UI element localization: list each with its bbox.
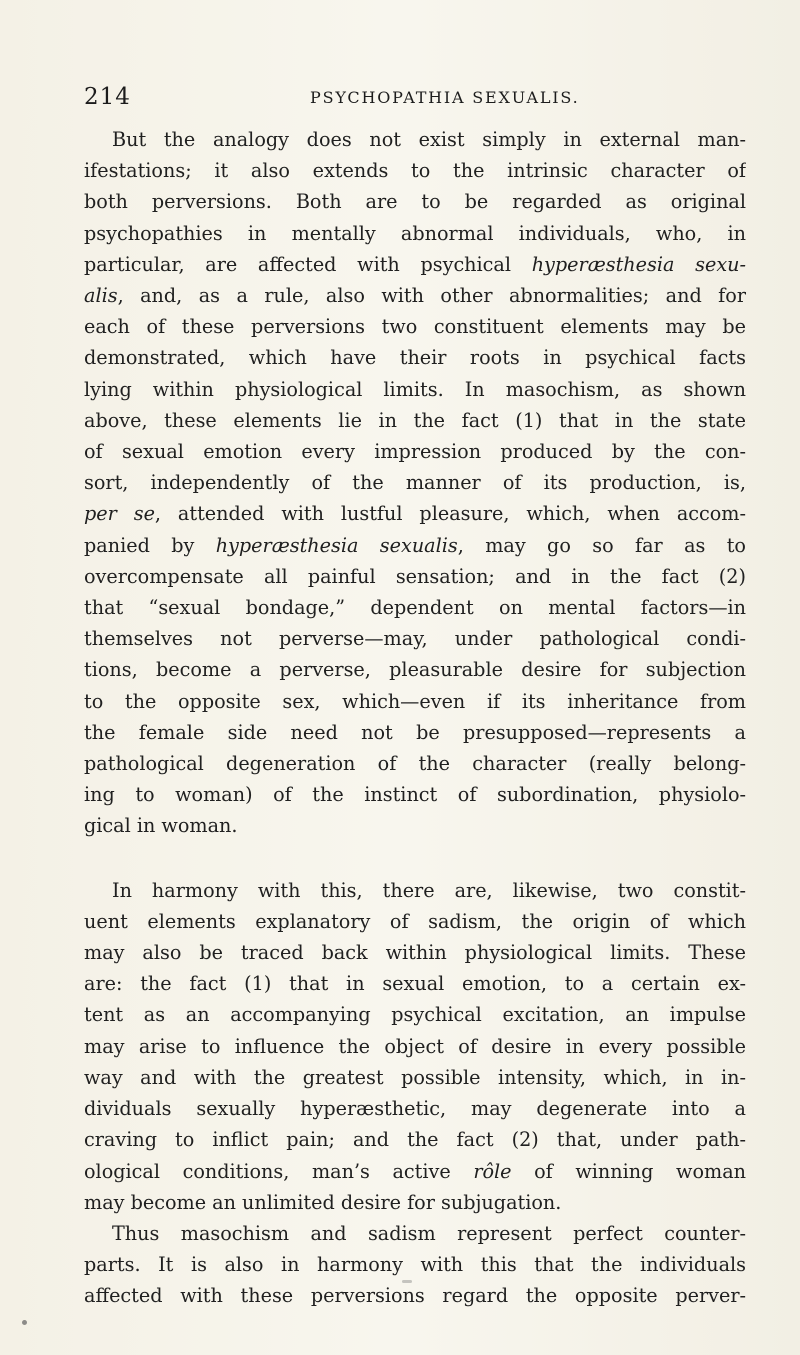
text-line — [84, 810, 746, 841]
text-run: dividuals sexually hyperæsthetic, may degenerate into a — [84, 1097, 746, 1121]
text-line — [84, 467, 746, 498]
italic-text: alis — [84, 284, 118, 308]
text-run: themselves not perverse—may, under pathological condi- — [84, 627, 746, 651]
text-line — [84, 561, 746, 592]
text-line — [84, 906, 746, 937]
text-line — [84, 498, 746, 529]
text-line — [84, 1124, 746, 1155]
text-line — [84, 436, 746, 467]
text-run: panied by — [84, 533, 216, 557]
paragraph — [84, 1218, 746, 1312]
text-run: ing to woman) of the instinct of subordination, physiolo- — [84, 783, 746, 807]
text-run: craving to inflict pain; and the fact (2) that, under path- — [84, 1128, 746, 1152]
text-run: uent elements explanatory of sadism, the origin of which — [84, 909, 746, 933]
text-run: particular, are affected with psychical — [84, 252, 532, 276]
text-run: demonstrated, which have their roots in psychical facts — [84, 346, 746, 370]
text-run: In harmony with this, there are, likewise, two constit- — [112, 878, 746, 902]
text-line — [84, 717, 746, 748]
paragraph-gap — [84, 842, 746, 875]
text-run: ological conditions, man’s active — [84, 1159, 474, 1183]
text-line — [84, 155, 746, 186]
text-run: tions, become a perverse, pleasurable desire for subjection — [84, 658, 746, 682]
text-run: to the opposite sex, which—even if its inheritance from — [84, 689, 746, 713]
text-run: psychopathies in mentally abnormal individuals, who, in — [84, 221, 746, 245]
text-run: Thus masochism and sadism represent perfect counter- — [112, 1221, 746, 1245]
paragraph — [84, 875, 746, 1218]
text-line — [84, 592, 746, 623]
text-line — [84, 124, 746, 155]
text-line — [84, 779, 746, 810]
text-line — [84, 1031, 746, 1062]
text-run: each of these perversions two constituent elements may be — [84, 315, 746, 339]
text-run: of sexual emotion every impression produced by the con- — [84, 440, 746, 464]
text-line — [84, 280, 746, 311]
text-run: gical in woman. — [84, 814, 238, 838]
paper-speck — [22, 1320, 27, 1325]
text-run: way and with the greatest possible intensity, which, in in- — [84, 1065, 746, 1089]
text-line — [84, 686, 746, 717]
text-run: may become an unlimited desire for subjugation. — [84, 1190, 562, 1214]
text-line — [84, 1093, 746, 1124]
page-number: 214 — [84, 84, 131, 110]
text-line — [84, 748, 746, 779]
text-line — [84, 218, 746, 249]
text-line — [84, 1062, 746, 1093]
text-line — [84, 249, 746, 280]
text-line — [84, 1280, 746, 1311]
text-run: , and, as a rule, also with other abnormalities; and for — [117, 284, 746, 308]
text-run: sort, independently of the manner of its production, is, — [84, 471, 746, 495]
text-run: affected with these perversions regard the opposite perver- — [84, 1284, 746, 1308]
italic-text: hyperæsthesia sexu- — [531, 252, 746, 276]
text-line — [84, 1156, 746, 1187]
text-run: pathological degeneration of the character (really belong- — [84, 752, 746, 776]
text-line — [84, 374, 746, 405]
italic-text: hyperæsthesia sexualis — [215, 533, 458, 557]
running-head: PSYCHOPATHIA SEXUALIS. — [310, 88, 580, 107]
text-run: the female side need not be presupposed—represents a — [84, 720, 746, 744]
paragraph — [84, 124, 746, 842]
text-line — [84, 999, 746, 1030]
text-run: ifestations; it also extends to the intrinsic character of — [84, 159, 746, 183]
italic-text: rôle — [473, 1159, 512, 1183]
text-line — [84, 968, 746, 999]
text-run: tent as an accompanying psychical excitation, an impulse — [84, 1003, 746, 1027]
italic-text: per se — [84, 502, 155, 526]
text-line — [84, 937, 746, 968]
paper-mark — [402, 1280, 412, 1283]
text-line — [84, 311, 746, 342]
text-run: lying within physiological limits. In masochism, as shown — [84, 377, 746, 401]
text-line — [84, 875, 746, 906]
text-run: of winning woman — [511, 1159, 746, 1183]
text-line — [84, 623, 746, 654]
text-line — [84, 342, 746, 373]
text-line — [84, 530, 746, 561]
text-run: that “sexual bondage,” dependent on mental factors—in — [84, 596, 746, 620]
text-run: , attended with lustful pleasure, which, when accom- — [154, 502, 746, 526]
text-run: above, these elements lie in the fact (1) that in the state — [84, 408, 746, 432]
text-line — [84, 654, 746, 685]
page-header — [84, 84, 744, 116]
text-run: , may go so far as to — [457, 533, 746, 557]
text-line — [84, 1218, 746, 1249]
text-run: both perversions. Both are to be regarded as original — [84, 190, 746, 214]
text-run: may also be traced back within physiological limits. These — [84, 941, 746, 965]
text-run: parts. It is also in harmony with this that the individuals — [84, 1253, 746, 1277]
text-run: may arise to influence the object of desire in every possible — [84, 1034, 746, 1058]
text-line — [84, 186, 746, 217]
text-line — [84, 1187, 746, 1218]
text-run: are: the fact (1) that in sexual emotion, to a certain ex- — [84, 972, 746, 996]
text-line — [84, 405, 746, 436]
body-text — [84, 124, 746, 1312]
text-run: But the analogy does not exist simply in external man- — [112, 128, 746, 151]
text-run: overcompensate all painful sensation; and in the fact (2) — [84, 564, 746, 588]
text-line — [84, 1249, 746, 1280]
